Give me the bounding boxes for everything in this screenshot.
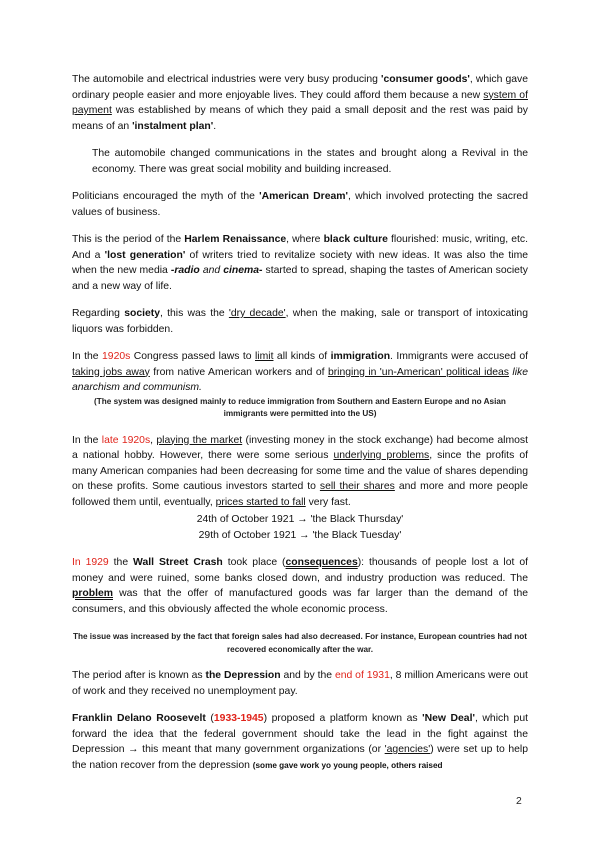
paragraph-consumer-goods	[72, 72, 528, 134]
text: started to spread, shaping the tastes of American society and a new way of life.	[72, 265, 528, 292]
bold-term: Franklin Delano Roosevelt	[72, 713, 206, 724]
bold-term: 'New Deal'	[422, 713, 475, 724]
underlined-term: taking jobs away	[72, 366, 150, 378]
note-immigration: (The system was designed mainly to reduce immigration from Southern and Eastern Europe and no Asian immigrants were permitted into the US)	[94, 396, 506, 418]
date-list	[72, 512, 528, 543]
underlined-term: playing the market	[156, 434, 243, 446]
paragraph-immigration	[72, 349, 528, 396]
text: ,	[150, 434, 157, 446]
bold-term: the Depression	[205, 670, 281, 681]
italic-term: like anarchism and communism.	[72, 366, 528, 393]
text: Politicians encouraged the myth of the	[72, 191, 260, 202]
bold-term: Harlem Renaissance	[184, 234, 287, 245]
date-black-thursday: 24th of October 1921 → 'the Black Thursday'	[196, 514, 404, 525]
text: Congress passed laws to	[130, 351, 255, 362]
underlined-term: system of payment	[72, 89, 528, 116]
text: ) were set up to help the nation recover from the depression	[72, 744, 529, 771]
text: and by the	[280, 670, 335, 681]
paragraph-new-deal	[72, 711, 528, 773]
text: Regarding	[72, 308, 125, 319]
underlined-term: underlying problems	[333, 450, 430, 461]
text: (	[205, 713, 214, 724]
text: , since the profits of many American companies had been decreasing for some time and the value of shares depending on these profits. Some cautious investors started to	[72, 450, 528, 492]
bold-term: 'consumer goods'	[381, 74, 470, 85]
text: , when the making, sale or transport of intoxicating liquors was forbidden.	[72, 308, 528, 335]
text: , which put forward the idea that the federal government should take the lead in the fight against the Depression → this meant that many government organizations (or	[72, 713, 528, 755]
text: The period after is known as	[72, 670, 206, 681]
underlined-term: sell their shares	[319, 481, 395, 492]
text: (investing money in the stock exchange) had become almost a national hobby. However, there were some serious	[72, 434, 529, 461]
bold-term: Wall Street Crash	[133, 557, 223, 568]
bold-term: society	[124, 308, 160, 319]
text: from native American workers and of	[149, 366, 328, 378]
text: , which gave ordinary people easier and more enjoyable lives. They could afford them because a new	[72, 74, 529, 101]
paragraph-stock-market	[72, 433, 528, 511]
text: .	[213, 120, 217, 132]
underlined-term: limit	[255, 351, 274, 362]
underlined-term: 'dry decade'	[228, 308, 286, 319]
bold-term: 'lost generation'	[104, 249, 186, 261]
text: all kinds of	[273, 351, 331, 362]
red-date: In 1929	[72, 557, 109, 568]
bold-term: 'instalment plan'	[132, 120, 214, 132]
text: was established by means of which they paid a small deposit and the rest was paid by means of an	[72, 105, 528, 132]
text: and	[199, 265, 224, 276]
date-black-tuesday: 29th of October 1921 → 'the Black Tuesday'	[198, 529, 402, 541]
text: . Immigrants were accused of	[390, 351, 528, 362]
note-foreign-sales: The issue was increased by the fact that foreign sales had also decreased. For instance, European countries had not recovered economically after the war.	[72, 632, 528, 654]
italic-term: cinema-	[223, 265, 263, 276]
red-date: end of 1931	[334, 670, 390, 681]
italic-term: -radio	[170, 265, 200, 276]
paragraph-automobile: The automobile changed communications in the states and brought along a Revival in the economy. There was great social mobility and building increased.	[92, 148, 528, 175]
underlined-term: problem	[72, 588, 113, 599]
underlined-term: prices started to fall	[215, 496, 306, 508]
text: of writers tried to revitalize society with new ideas. It was also the time when the new media	[72, 249, 529, 276]
paragraph-depression	[72, 668, 528, 699]
paragraph-harlem-renaissance	[72, 232, 528, 294]
text: and more and more people followed them until, eventually,	[72, 481, 529, 508]
bold-term: 'American Dream'	[259, 191, 348, 202]
underlined-term: consequences	[285, 557, 358, 568]
paragraph-american-dream	[72, 189, 528, 220]
red-date: 1933-1945	[213, 713, 264, 724]
text: This is the period of the	[72, 234, 185, 245]
text: was that the offer of manufactured goods was far larger than the demand of the consumers, and this obviously affected the whole economic process.	[72, 588, 528, 615]
small-text: (some gave work yo young people, others raised	[252, 760, 443, 770]
text: , which involved protecting the sacred values of business.	[72, 191, 528, 218]
text: , this was the	[160, 308, 229, 319]
red-date: 1920s	[102, 351, 131, 362]
underlined-term: 'agencies'	[384, 744, 431, 755]
text: , 8 million Americans were out of work and they received no unemployment pay.	[72, 670, 528, 697]
text: In the	[72, 434, 102, 446]
document-body	[72, 72, 528, 785]
underlined-term: bringing in 'un-American' political ideas	[327, 366, 509, 378]
text: In the	[72, 351, 103, 362]
text: the	[108, 557, 134, 568]
page-number: 2	[516, 796, 522, 807]
text: very fast.	[305, 496, 351, 508]
text: ): thousands of people lost a lot of money and were ruined, some banks closed down, and industry production was reduced. The	[72, 557, 529, 584]
bold-term: black culture	[323, 234, 388, 245]
paragraph-wall-street-crash	[72, 555, 528, 617]
text: The automobile and electrical industries were very busy producing	[72, 74, 381, 85]
text: took place (	[222, 557, 286, 568]
bold-term: immigration	[330, 351, 391, 362]
text: flourished: music, writing, etc. And a	[72, 234, 528, 261]
red-date: late 1920s	[101, 434, 151, 446]
text: ) proposed a platform known as	[263, 713, 423, 724]
text: , where	[286, 234, 324, 245]
paragraph-society	[72, 306, 528, 337]
